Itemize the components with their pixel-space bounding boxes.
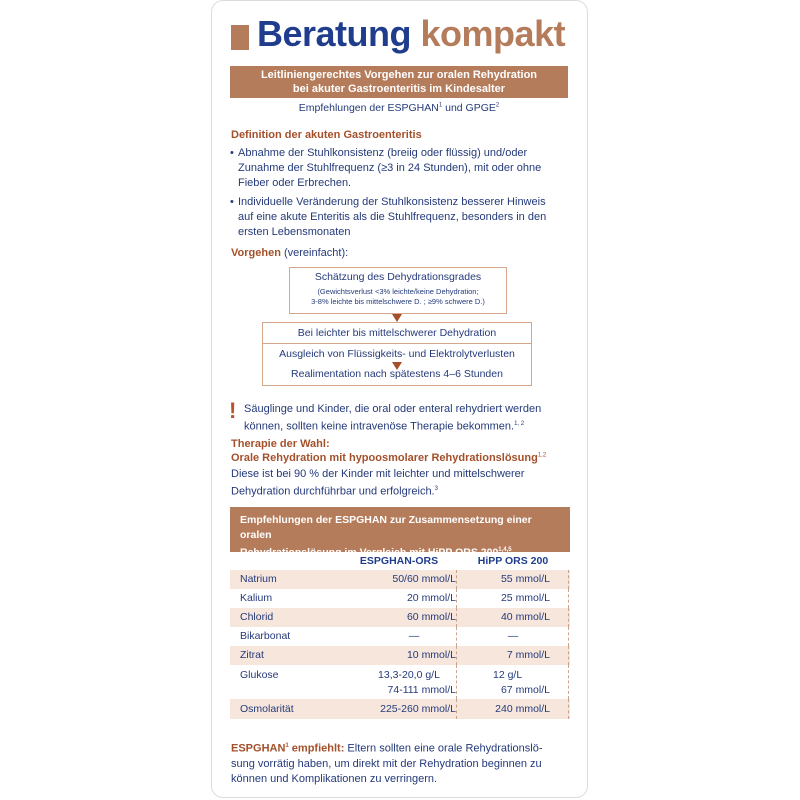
- column-divider: [456, 699, 457, 719]
- row-hipp-value: 55 mmol/L: [500, 573, 550, 585]
- therapie-line-1: Diese ist bei 90 % der Kinder mit leichter und mittelschwerer: [231, 468, 525, 480]
- column-divider: [456, 589, 457, 608]
- column-divider: [456, 665, 457, 699]
- title-banner: [230, 66, 568, 98]
- logo-word-kompakt: kompakt: [420, 13, 566, 54]
- footer-line-3: können und Komplikationen zu verringern.: [231, 772, 438, 785]
- table-header-espghan: ESPGHAN-ORS: [359, 555, 439, 567]
- therapie-line-2: Dehydration durchführbar und erfolgreich.: [231, 485, 435, 498]
- warning-text: [244, 402, 574, 435]
- flow-box-treatment-line-1: Bei leichter bis mittelschwerer Dehydration: [263, 323, 531, 344]
- table-title-sup: 1,4,5: [498, 547, 512, 553]
- column-divider: [568, 608, 569, 627]
- footer-line-1: Eltern sollten eine orale Rehydrationslö-: [344, 742, 543, 755]
- column-divider: [456, 608, 457, 627]
- flow-box-treatment-line-2: Ausgleich von Flüssigkeits- und Elektrolytverlusten: [279, 348, 515, 360]
- row-espghan-value-2: 74-111 mmol/L: [387, 684, 456, 696]
- table-row: [230, 665, 570, 699]
- table-header-empty: [230, 552, 342, 570]
- flow-box-treatment: [262, 322, 532, 386]
- warning-line-1: Säuglinge und Kinder, die oral oder enteral rehydriert werden: [244, 403, 542, 415]
- bullet-1-line-1: Abnahme der Stuhlkonsistenz (breiig oder flüssig) und/oder: [238, 147, 528, 159]
- therapie-subheading: [231, 452, 546, 464]
- table-row: [230, 589, 570, 608]
- row-hipp-value: 40 mmol/L: [500, 611, 550, 623]
- subtitle-sup-2: 2: [495, 102, 500, 109]
- row-hipp-value: 240 mmol/L: [495, 703, 550, 715]
- column-divider: [568, 699, 569, 719]
- row-espghan-value: 50/60 mmol/L: [392, 573, 456, 585]
- row-espghan-value: —: [408, 630, 420, 642]
- table-row: [230, 627, 570, 646]
- definition-bullet-1: [230, 146, 570, 191]
- row-label: Glukose: [240, 669, 279, 681]
- arrow-down-icon: [392, 314, 402, 322]
- therapie-line-2-sup: 3: [434, 486, 438, 492]
- column-divider: [568, 589, 569, 608]
- composition-table: [230, 552, 570, 719]
- vorgehen-heading-suffix: (vereinfacht):: [280, 247, 349, 259]
- flow-box-estimate-note-2: 3-8% leichte bis mittelschwere D. ; ≥9% schwere D.): [311, 297, 485, 306]
- table-row: [230, 608, 570, 627]
- column-divider: [568, 646, 569, 665]
- row-espghan-value: 13,3-20,0 g/L: [378, 669, 440, 681]
- column-divider: [568, 570, 569, 589]
- therapie-subheading-text: Orale Rehydration mit hypoosmolarer Rehydrationslösung: [231, 452, 538, 464]
- definition-heading: Definition der akuten Gastroenteritis: [231, 129, 422, 141]
- flow-box-estimate-note-1: (Gewichtsverlust <3% leichte/keine Dehydration;: [317, 287, 479, 296]
- footer-lead-sup: 1: [285, 743, 289, 749]
- therapie-subheading-sup: 1,2: [537, 452, 547, 459]
- subtitle-text: Empfehlungen der ESPGHAN: [298, 102, 439, 114]
- row-label: Chlorid: [240, 611, 274, 623]
- row-hipp-value: —: [507, 630, 519, 642]
- therapie-text: [231, 467, 571, 500]
- row-label: Bikarbonat: [240, 630, 291, 642]
- row-espghan-values: [342, 668, 456, 699]
- bullet-2-line-3: ersten Lebensmonaten: [238, 226, 351, 238]
- bullet-2-line-2: auf eine akute Enteritis als die Stuhlfrequenz, besonders in den: [238, 211, 547, 223]
- logo-word-beratung: Beratung: [257, 13, 412, 54]
- arrow-down-icon: [392, 362, 402, 370]
- row-espghan-value: 60 mmol/L: [406, 611, 456, 623]
- table-row: [230, 570, 570, 589]
- row-label: Osmolarität: [240, 703, 294, 715]
- flow-box-estimate-title: Schätzung des Dehydrationsgrades: [314, 271, 482, 283]
- subtitle-mid: und GPGE: [442, 102, 496, 114]
- column-divider: [456, 627, 457, 646]
- column-divider: [456, 570, 457, 589]
- table-title: [230, 507, 570, 559]
- bullet-dot-icon: •: [230, 196, 234, 208]
- footer-line-2: sung vorrätig haben, um direkt mit der Rehydration beginnen zu: [231, 757, 542, 770]
- table-row: [230, 699, 570, 719]
- table-header-hipp: HiPP ORS 200: [477, 555, 549, 567]
- footer-lead-suffix: empfiehlt:: [288, 742, 345, 755]
- table-header-row: [230, 552, 570, 570]
- therapie-heading: Therapie der Wahl:: [231, 438, 330, 450]
- row-label: Natrium: [240, 573, 277, 585]
- flow-box-estimate: [289, 267, 507, 314]
- row-hipp-values: [456, 668, 570, 699]
- table-title-line-1: Empfehlungen der ESPGHAN zur Zusammensetzung einer oralen: [240, 514, 532, 541]
- row-hipp-value: 25 mmol/L: [500, 592, 550, 604]
- flow-box-treatment-line-3: Realimentation nach spätestens 4–6 Stunden: [291, 368, 503, 380]
- row-espghan-value: 225-260 mmol/L: [380, 703, 456, 715]
- row-hipp-value: 7 mmol/L: [506, 649, 550, 661]
- row-label: Zitrat: [240, 649, 264, 661]
- logo-title: [257, 13, 565, 55]
- bullet-dot-icon: •: [230, 147, 234, 159]
- table-row: [230, 646, 570, 665]
- vorgehen-heading-bold: Vorgehen: [231, 247, 281, 259]
- bullet-1-line-2: Zunahme der Stuhlfrequenz (≥3 in 24 Stunden), mit oder ohne: [238, 162, 542, 174]
- logo-square-icon: [231, 25, 249, 50]
- column-divider: [568, 665, 569, 699]
- banner-line-2: bei akuter Gastroenteritis im Kindesalter: [292, 83, 506, 95]
- bullet-2-line-1: Individuelle Veränderung der Stuhlkonsistenz besserer Hinweis: [238, 196, 546, 208]
- row-hipp-value-2: 67 mmol/L: [500, 684, 550, 696]
- warning-line-2-sup: 1, 2: [514, 421, 525, 427]
- bullet-1-line-3: Fieber oder Erbrechen.: [238, 177, 352, 189]
- row-espghan-value: 10 mmol/L: [406, 649, 456, 661]
- subtitle-sup-1: 1: [438, 102, 443, 109]
- subtitle: [230, 102, 568, 114]
- warning-line-2: können, sollten keine intravenöse Therapie bekommen.: [244, 420, 515, 433]
- column-divider: [456, 646, 457, 665]
- definition-bullet-2: [230, 195, 570, 240]
- exclamation-icon: !: [229, 398, 237, 423]
- table-title-line-2: Rehydrationslösung im Vergleich mit HiPP ORS 200: [240, 546, 499, 559]
- column-divider: [568, 627, 569, 646]
- row-espghan-value: 20 mmol/L: [406, 592, 456, 604]
- footer-lead: ESPGHAN: [231, 742, 286, 755]
- footer-text: [231, 739, 576, 787]
- row-hipp-value: 12 g/L: [493, 669, 523, 681]
- row-label: Kalium: [240, 592, 273, 604]
- banner-line-1: Leitliniengerechtes Vorgehen zur oralen Rehydration: [260, 69, 538, 81]
- vorgehen-heading: [231, 247, 348, 259]
